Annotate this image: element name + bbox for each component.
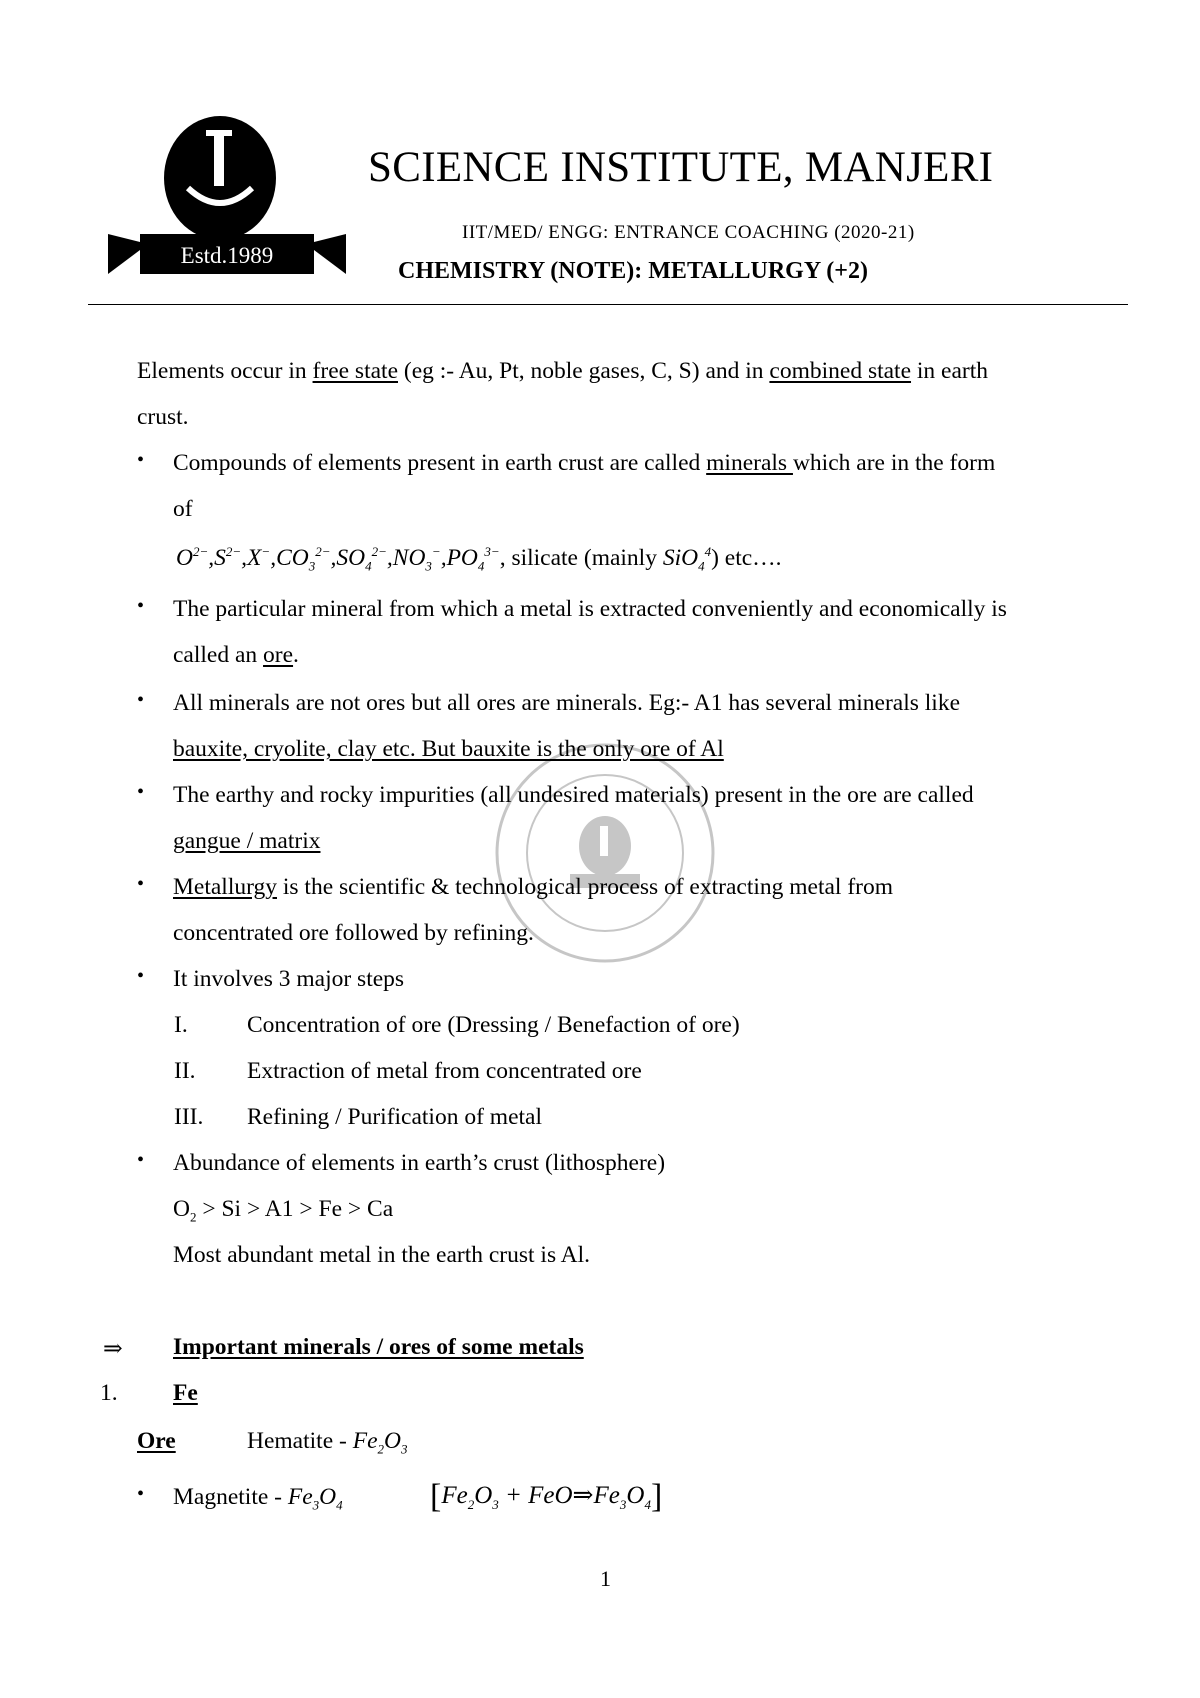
step-text: Refining / Purification of metal (247, 1104, 542, 1130)
intro-line-2: crust. (137, 404, 189, 430)
bullet-gangue: • The earthy and rocky impurities (all undesired materials) present in the ore are called (173, 782, 974, 809)
intro-text: Elements occur in (137, 358, 313, 384)
magnetite-label: Magnetite - (173, 1484, 288, 1510)
ion-formulas: $O^{2-},S^{2-},X^-,CO_3^{2-},SO_4^{2-},NO_3^-,PO_4^{3-}$ (176, 544, 500, 574)
minerals-term: minerals (706, 450, 793, 476)
oxygen-formula: $O_2$ (173, 1196, 197, 1225)
bracket-open: [ (430, 1478, 442, 1515)
intro-line-1 (137, 358, 988, 385)
bullet-text: is the scientific & technological process of extracting metal from (277, 874, 894, 900)
step-number: I. (174, 1012, 188, 1038)
bullet-metallurgy (173, 874, 893, 901)
magnetite-formula: $Fe_3O_4$ (287, 1484, 343, 1513)
note-title: CHEMISTRY (NOTE): METALLURGY (+2) (398, 258, 868, 284)
bullet-ore-line-2 (173, 642, 299, 669)
institute-logo (108, 108, 348, 288)
magnetite-line (173, 1484, 343, 1514)
gangue-term: gangue / matrix (173, 828, 321, 854)
logo-estd: Estd.1989 (180, 243, 274, 268)
item-metal: Fe (173, 1380, 198, 1406)
formula-text-end: ) etc…. (711, 544, 782, 571)
arrow-icon: ⇒ (103, 1336, 123, 1362)
combined-state-term: combined state (769, 358, 912, 384)
abundance-text: > Si > A1 > Fe > Ca (196, 1196, 394, 1222)
free-state-term: free state (312, 358, 398, 384)
ion-formula-line (176, 544, 782, 575)
ore-label: Ore (137, 1428, 176, 1454)
step-number: III. (174, 1104, 204, 1130)
bauxite-note: bauxite, cryolite, clay etc. But bauxite is the only ore of Al (173, 736, 724, 762)
coaching-subtitle: IIT/MED/ ENGG: ENTRANCE COACHING (2020-21) (462, 222, 915, 243)
bullet-text: . (293, 642, 299, 668)
intro-text-end: in earth (911, 358, 989, 384)
hematite-formula: $Fe_2O_3$ (352, 1428, 408, 1457)
formula-text: , silicate (mainly (499, 544, 663, 571)
bullet-minerals (173, 450, 995, 477)
bullet-minerals-vs-ores: • All minerals are not ores but all ores are minerals. Eg:- A1 has several minerals like (173, 690, 960, 717)
ore-term: ore (263, 642, 294, 668)
metallurgy-term: Metallurgy (173, 874, 277, 900)
header-divider (88, 304, 1128, 305)
bullet-text: which are in the form (792, 450, 996, 476)
abundance-order (173, 1196, 393, 1226)
bullet-steps: • It involves 3 major steps (173, 966, 404, 993)
bullet-abundance: • Abundance of elements in earth’s crust (lithosphere) (173, 1150, 665, 1177)
step-text: Concentration of ore (Dressing / Benefaction of ore) (247, 1012, 740, 1038)
bullet-text: Compounds of elements present in earth crust are called (173, 450, 707, 476)
intro-examples: (eg :- Au, Pt, noble gases, C, S) and in (398, 358, 770, 384)
bullet-metallurgy-line-2: concentrated ore followed by refining. (173, 920, 534, 946)
institute-title: SCIENCE INSTITUTE, MANJERI (368, 144, 994, 191)
bullet-minerals-line-2: of (173, 496, 193, 522)
most-abundant-metal: Most abundant metal in the earth crust is Al. (173, 1242, 591, 1268)
bracket-close: ] (650, 1478, 663, 1515)
bullet-text: called an (173, 642, 264, 668)
section-heading: Important minerals / ores of some metals (173, 1334, 584, 1360)
step-number: II. (174, 1058, 196, 1084)
bullet-ore-definition: • The particular mineral from which a metal is extracted conveniently and economically is (173, 596, 1007, 623)
equation-formula: $Fe_2O_3$ + $FeO\Rightarrow Fe_3O_4$ (441, 1482, 651, 1512)
page-number: 1 (600, 1566, 611, 1591)
hematite-label: Hematite - (247, 1428, 353, 1454)
magnetite-equation (430, 1478, 662, 1516)
item-number: 1. (100, 1380, 118, 1406)
hematite-line (247, 1428, 408, 1458)
silicate-formula: SiO$_4^4$ (662, 544, 712, 574)
step-text: Extraction of metal from concentrated ore (247, 1058, 642, 1084)
